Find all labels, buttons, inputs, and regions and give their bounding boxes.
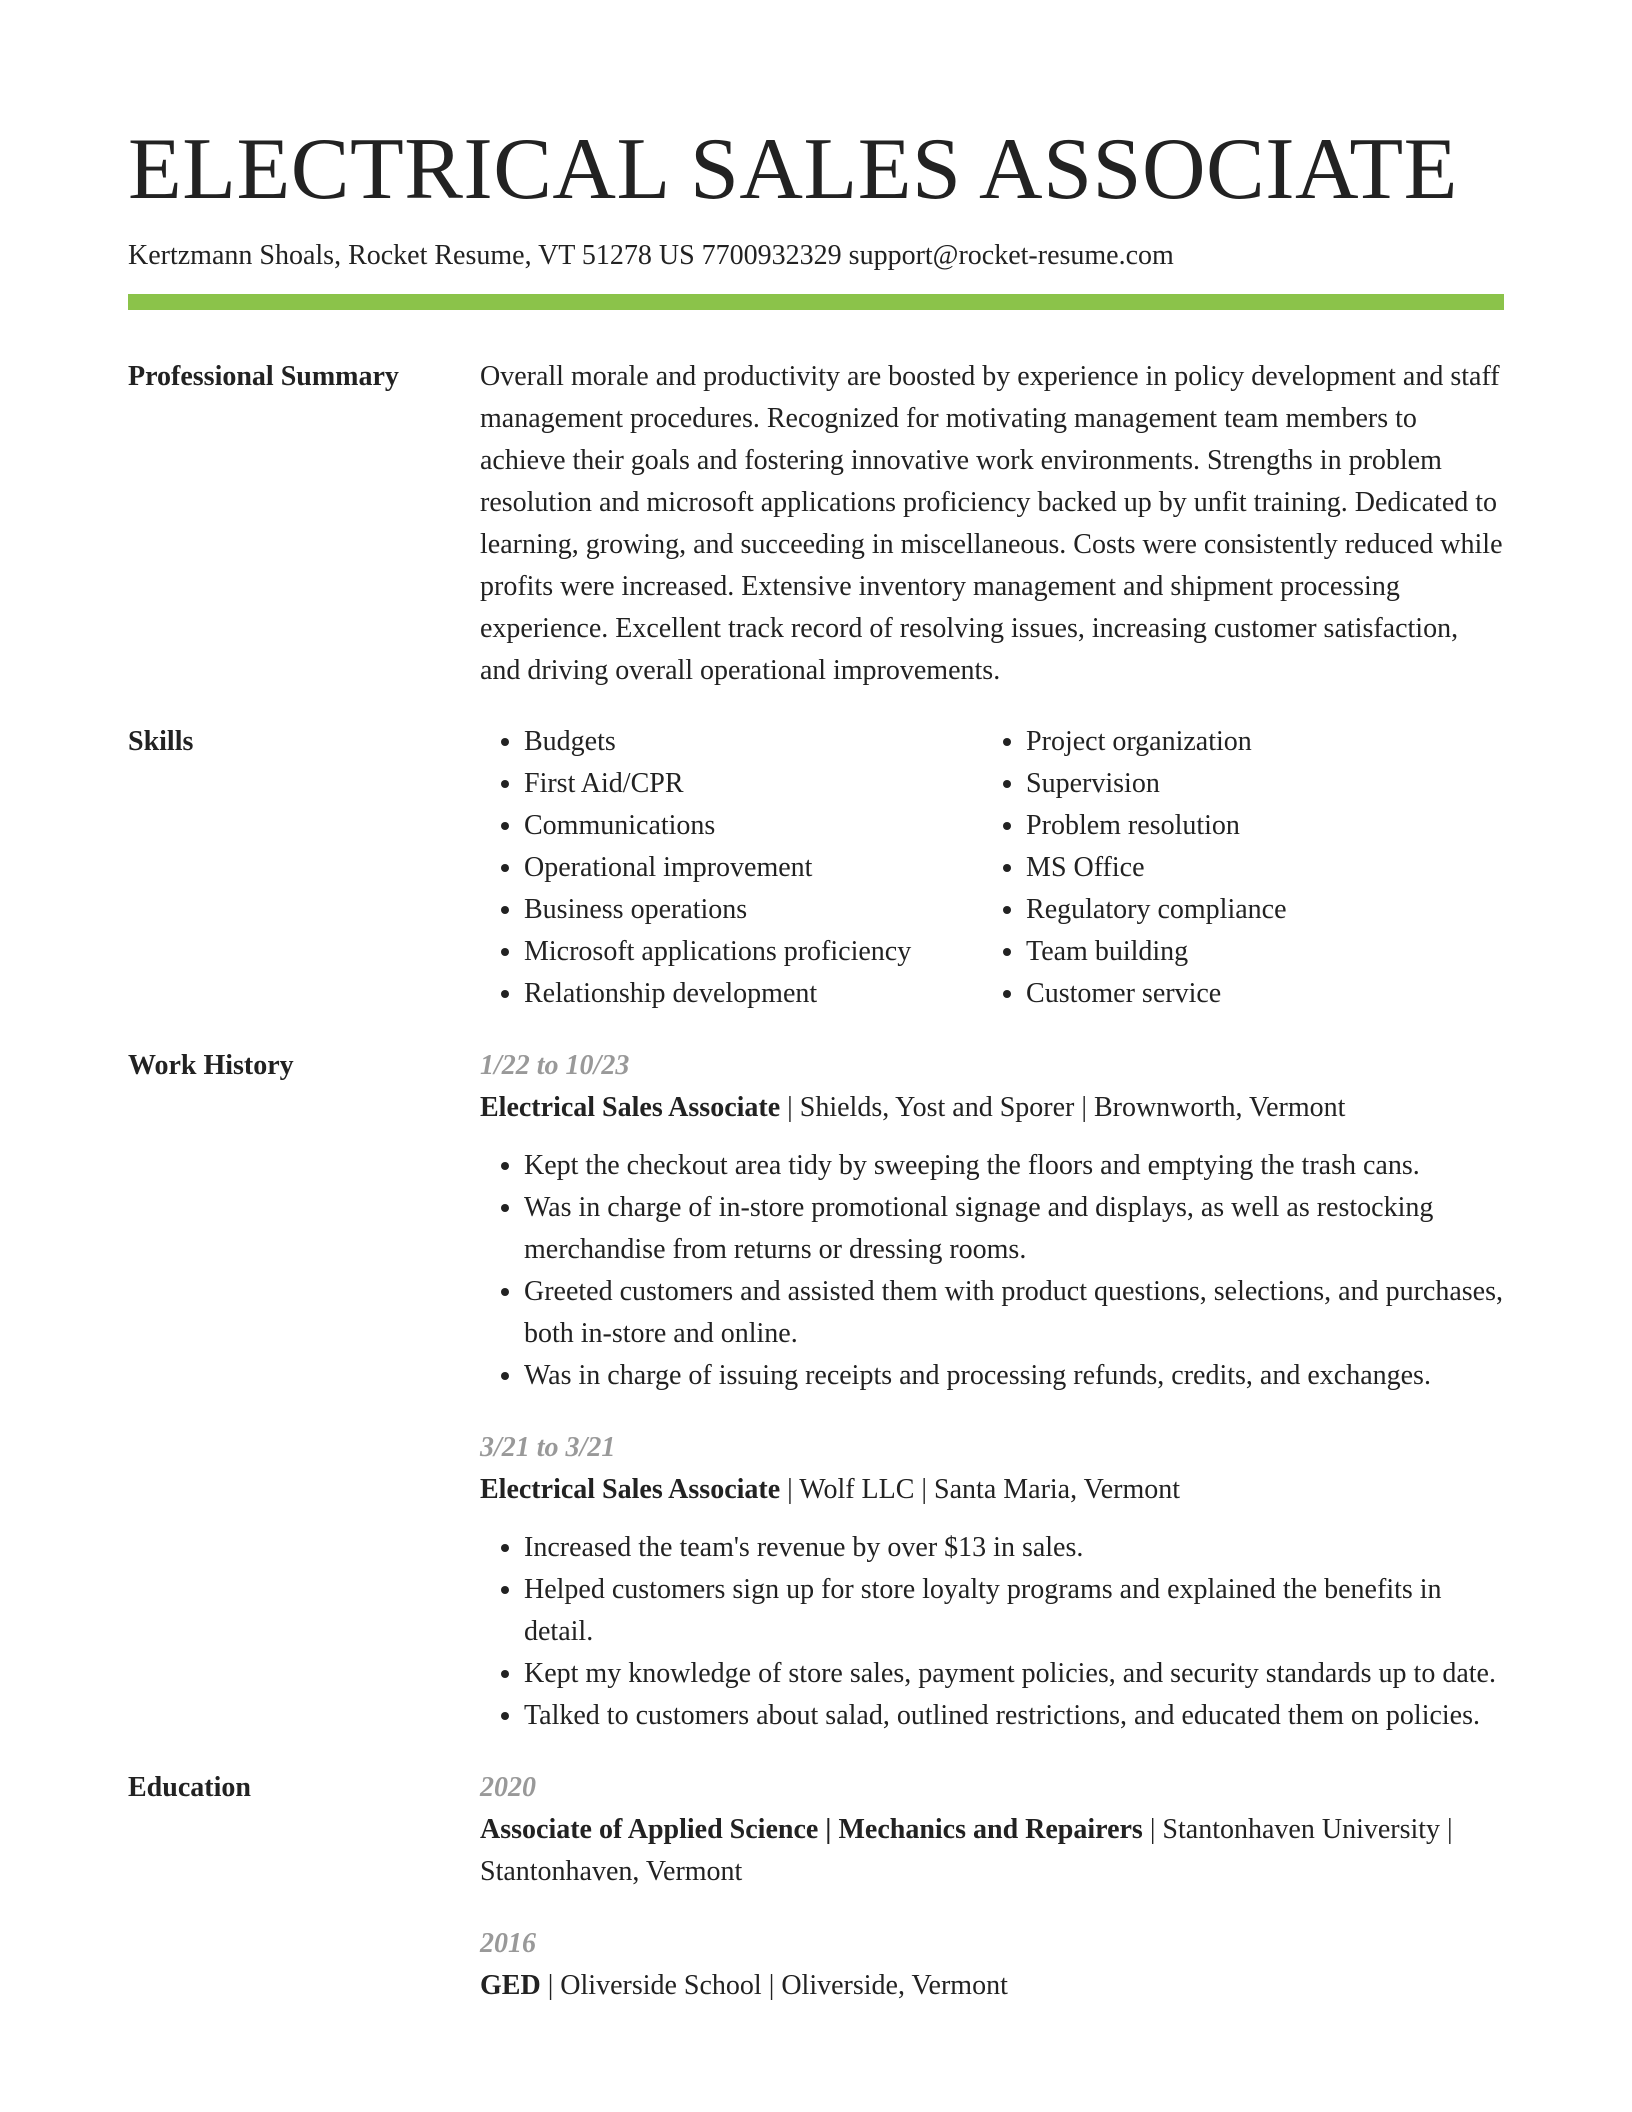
education-details: | Oliverside School | Oliverside, Vermont	[540, 1970, 1008, 2001]
job-role-line	[480, 1087, 1504, 1129]
education-body	[480, 1767, 1504, 2007]
education-line	[480, 1965, 1504, 2007]
skill-item: • First Aid/CPR	[524, 763, 982, 805]
skill-item: • Problem resolution	[1026, 805, 1504, 847]
education-section	[128, 1767, 1504, 2007]
skill-item: • Regulatory compliance	[1026, 889, 1504, 931]
job-title: Electrical Sales Associate	[480, 1092, 781, 1123]
skill-item: • MS Office	[1026, 847, 1504, 889]
skills-body	[480, 721, 1504, 1015]
work-label: Work History	[128, 1050, 294, 1081]
job-bullets	[480, 1145, 1504, 1397]
education-entry	[480, 1923, 1504, 2007]
job-entry	[480, 1045, 1504, 1397]
work-body	[480, 1045, 1504, 1737]
skills-columns	[480, 721, 1504, 1015]
job-dates: 1/22 to 10/23	[480, 1050, 630, 1081]
skill-item: • Relationship development	[524, 973, 982, 1015]
job-bullet: • Kept my knowledge of store sales, payment policies, and security standards up to date.	[524, 1653, 1504, 1695]
job-dates: 3/21 to 3/21	[480, 1432, 616, 1463]
job-bullet: • Increased the team's revenue by over $13 in sales.	[524, 1527, 1504, 1569]
skill-item: • Business operations	[524, 889, 982, 931]
education-entry	[480, 1767, 1504, 1893]
summary-text: Overall morale and productivity are boosted by experience in policy development and staff management procedures. Recognized for motivating management team members to achieve their goals and fostering innovative work environments. Strengths in problem resolution and microsoft applications proficiency backed up by unfit training. Dedicated to learning, growing, and succeeding in miscellaneous. Costs were consistently reduced while profits were increased. Extensive inventory management and shipment processing experience. Excellent track record of resolving issues, increasing customer satisfaction, and driving overall operational improvements.	[480, 361, 1503, 686]
job-entry	[480, 1427, 1504, 1737]
skill-item: • Team building	[1026, 931, 1504, 973]
skill-item: • Project organization	[1026, 721, 1504, 763]
skill-item: • Communications	[524, 805, 982, 847]
skills-label: Skills	[128, 726, 194, 757]
education-degree: GED	[480, 1970, 541, 2001]
skill-item: • Microsoft applications proficiency	[524, 931, 982, 973]
job-details: | Wolf LLC | Santa Maria, Vermont	[780, 1474, 1181, 1505]
accent-divider	[128, 294, 1504, 310]
work-section	[128, 1045, 1504, 1737]
resume-title: ELECTRICAL SALES ASSOCIATE	[128, 121, 1458, 218]
skills-list-left	[480, 721, 982, 1015]
job-bullet: • Talked to customers about salad, outlined restrictions, and educated them on policies.	[524, 1695, 1504, 1737]
job-bullet: • Was in charge of issuing receipts and processing refunds, credits, and exchanges.	[524, 1355, 1504, 1397]
skills-list-right	[982, 721, 1504, 1015]
education-year: 2020	[480, 1772, 536, 1803]
skill-item: • Supervision	[1026, 763, 1504, 805]
summary-label: Professional Summary	[128, 361, 399, 392]
contact-info: Kertzmann Shoals, Rocket Resume, VT 51278 US 7700932329 support@rocket-resume.com	[128, 240, 1174, 271]
resume-page	[128, 0, 1504, 2007]
job-bullet: • Was in charge of in-store promotional signage and displays, as well as restocking merchandise from returns or dressing rooms.	[524, 1187, 1504, 1271]
education-year: 2016	[480, 1928, 536, 1959]
skill-item: • Budgets	[524, 721, 982, 763]
summary-body	[480, 356, 1504, 692]
skill-item: • Operational improvement	[524, 847, 982, 889]
skill-item: • Customer service	[1026, 973, 1504, 1015]
job-details: | Shields, Yost and Sporer | Brownworth, Vermont	[780, 1092, 1346, 1123]
job-bullet: • Greeted customers and assisted them with product questions, selections, and purchases, both in-store and online.	[524, 1271, 1504, 1355]
summary-section	[128, 356, 1504, 692]
job-bullet: • Helped customers sign up for store loyalty programs and explained the benefits in detail.	[524, 1569, 1504, 1653]
job-title: Electrical Sales Associate	[480, 1474, 781, 1505]
job-bullet: • Kept the checkout area tidy by sweeping the floors and emptying the trash cans.	[524, 1145, 1504, 1187]
education-degree: Associate of Applied Science | Mechanics and Repairers	[480, 1814, 1143, 1845]
education-line	[480, 1809, 1504, 1893]
education-label: Education	[128, 1772, 251, 1803]
skills-section	[128, 721, 1504, 1015]
job-role-line	[480, 1469, 1504, 1511]
job-bullets	[480, 1527, 1504, 1737]
education-details: | Stantonhaven University | Stantonhaven, Vermont	[480, 1814, 1453, 1887]
